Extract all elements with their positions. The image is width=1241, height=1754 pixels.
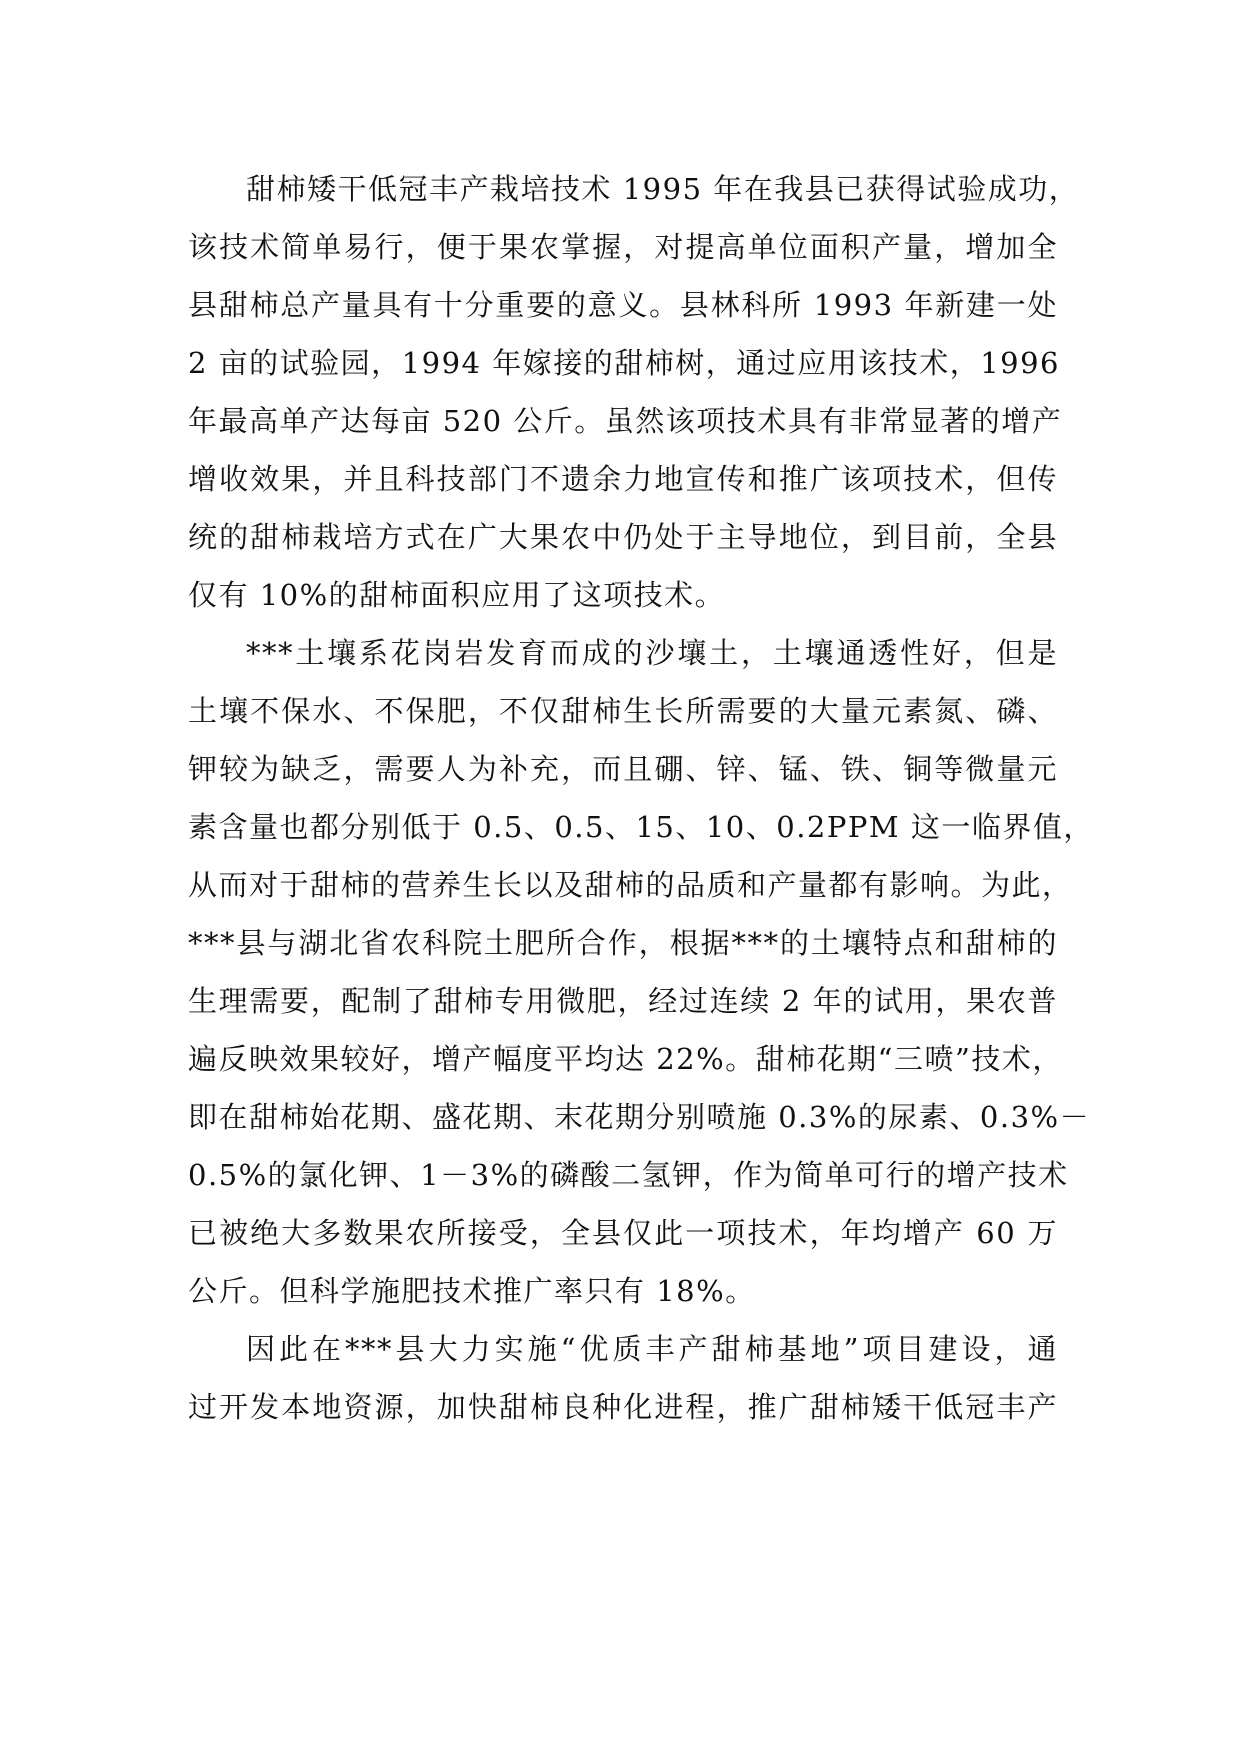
text-line: 公斤。但科学施肥技术推广率只有 18%。 [188, 1274, 756, 1308]
text-line: 2 亩的试验园，1994 年嫁接的甜柿树，通过应用该技术，1996 [188, 346, 1060, 380]
text-line: 钾较为缺乏，需要人为补充，而且硼、锌、锰、铁、铜等微量元 [188, 752, 1058, 786]
text-line: 统的甜柿栽培方式在广大果农中仍处于主导地位，到目前，全县 [188, 520, 1058, 554]
text-line: 过开发本地资源，加快甜柿良种化进程，推广甜柿矮干低冠丰产 [188, 1390, 1058, 1424]
text-line: 仅有 10%的甜柿面积应用了这项技术。 [188, 578, 726, 612]
text-line: 年最高单产达每亩 520 公斤。虽然该项技术具有非常显著的增产 [188, 404, 1063, 438]
text-line: 素含量也都分别低于 0.5、0.5、15、10、0.2PPM 这一临界值， [188, 810, 1094, 844]
paragraph [188, 160, 1080, 624]
paragraph [188, 1320, 1058, 1436]
document-body [188, 160, 1094, 1436]
text-line: 从而对于甜柿的营养生长以及甜柿的品质和产量都有影响。为此， [188, 868, 1073, 902]
text-line: 增收效果，并且科技部门不遗余力地宣传和推广该项技术，但传 [188, 462, 1058, 496]
text-line: 县甜柿总产量具有十分重要的意义。县林科所 1993 年新建一处 [188, 288, 1058, 322]
text-line: 因此在***县大力实施“优质丰产甜柿基地”项目建设，通 [246, 1332, 1058, 1366]
text-line: 甜柿矮干低冠丰产栽培技术 1995 年在我县已获得试验成功， [246, 172, 1080, 206]
text-line: ***土壤系花岗岩发育而成的沙壤土，土壤通透性好，但是 [246, 636, 1058, 670]
text-line: 已被绝大多数果农所接受，全县仅此一项技术，年均增产 60 万 [188, 1216, 1058, 1250]
text-line: ***县与湖北省农科院土肥所合作，根据***的土壤特点和甜柿的 [188, 926, 1058, 960]
text-line: 0.5%的氯化钾、1－3%的磷酸二氢钾，作为简单可行的增产技术 [188, 1158, 1069, 1192]
text-line: 即在甜柿始花期、盛花期、末花期分别喷施 0.3%的尿素、0.3%－ [188, 1100, 1091, 1134]
text-line: 该技术简单易行，便于果农掌握，对提高单位面积产量，增加全 [188, 230, 1058, 264]
text-line: 遍反映效果较好，增产幅度平均达 22%。甜柿花期“三喷”技术， [188, 1042, 1063, 1076]
paragraph [188, 624, 1094, 1320]
text-line: 土壤不保水、不保肥，不仅甜柿生长所需要的大量元素氮、磷、 [188, 694, 1058, 728]
text-line: 生理需要，配制了甜柿专用微肥，经过连续 2 年的试用，果农普 [188, 984, 1058, 1018]
